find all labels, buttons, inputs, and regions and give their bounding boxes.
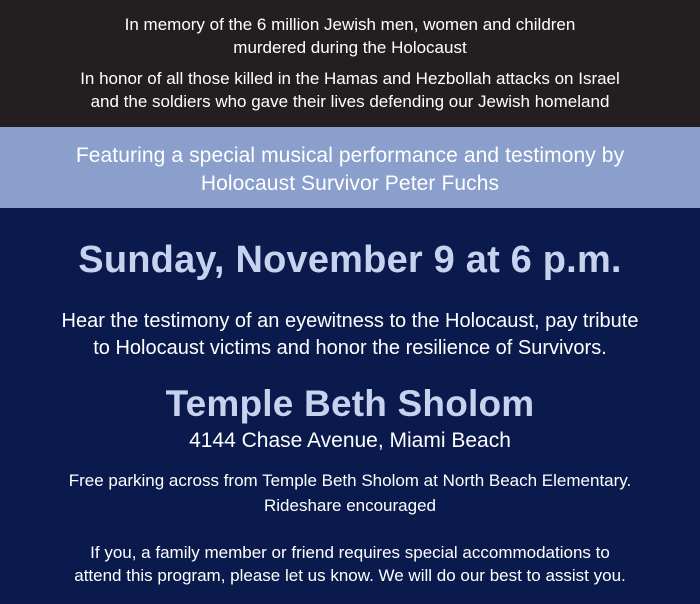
venue-name: Temple Beth Sholom — [165, 383, 535, 424]
memorial-line-2: murdered during the Holocaust — [233, 38, 467, 57]
description-line-2: to Holocaust victims and honor the resilience of Survivors. — [93, 337, 607, 359]
accommodations-line-2: attend this program, please let us know. We will do our best to assist you. — [74, 566, 626, 585]
feature-banner — [0, 127, 700, 208]
parking-line-1: Free parking across from Temple Beth Sholom at North Beach Elementary. — [68, 471, 632, 490]
memorial-holocaust-text — [0, 13, 700, 59]
memorial-line-3: In honor of all those killed in the Hamas and Hezbollah attacks on Israel — [80, 69, 620, 88]
parking-info — [0, 468, 700, 518]
accommodations-line-1: If you, a family member or friend requires special accommodations to — [90, 543, 610, 562]
feature-line-2: Holocaust Survivor Peter Fuchs — [200, 172, 500, 195]
venue-address: 4144 Chase Avenue, Miami Beach — [189, 429, 511, 452]
memorial-banner — [0, 0, 700, 127]
parking-line-2: Rideshare encouraged — [263, 496, 436, 515]
memorial-line-4: and the soldiers who gave their lives defending our Jewish homeland — [90, 92, 610, 111]
event-details — [0, 208, 700, 604]
feature-line-1: Featuring a special musical performance and testimony by — [75, 144, 625, 167]
description-line-1: Hear the testimony of an eyewitness to the Holocaust, pay tribute — [61, 310, 639, 332]
accommodations-info — [0, 541, 700, 587]
memorial-line-1: In memory of the 6 million Jewish men, women and children — [124, 15, 576, 34]
event-description — [0, 308, 700, 362]
event-date-time: Sunday, November 9 at 6 p.m. — [78, 239, 622, 281]
memorial-israel-text — [0, 67, 700, 113]
